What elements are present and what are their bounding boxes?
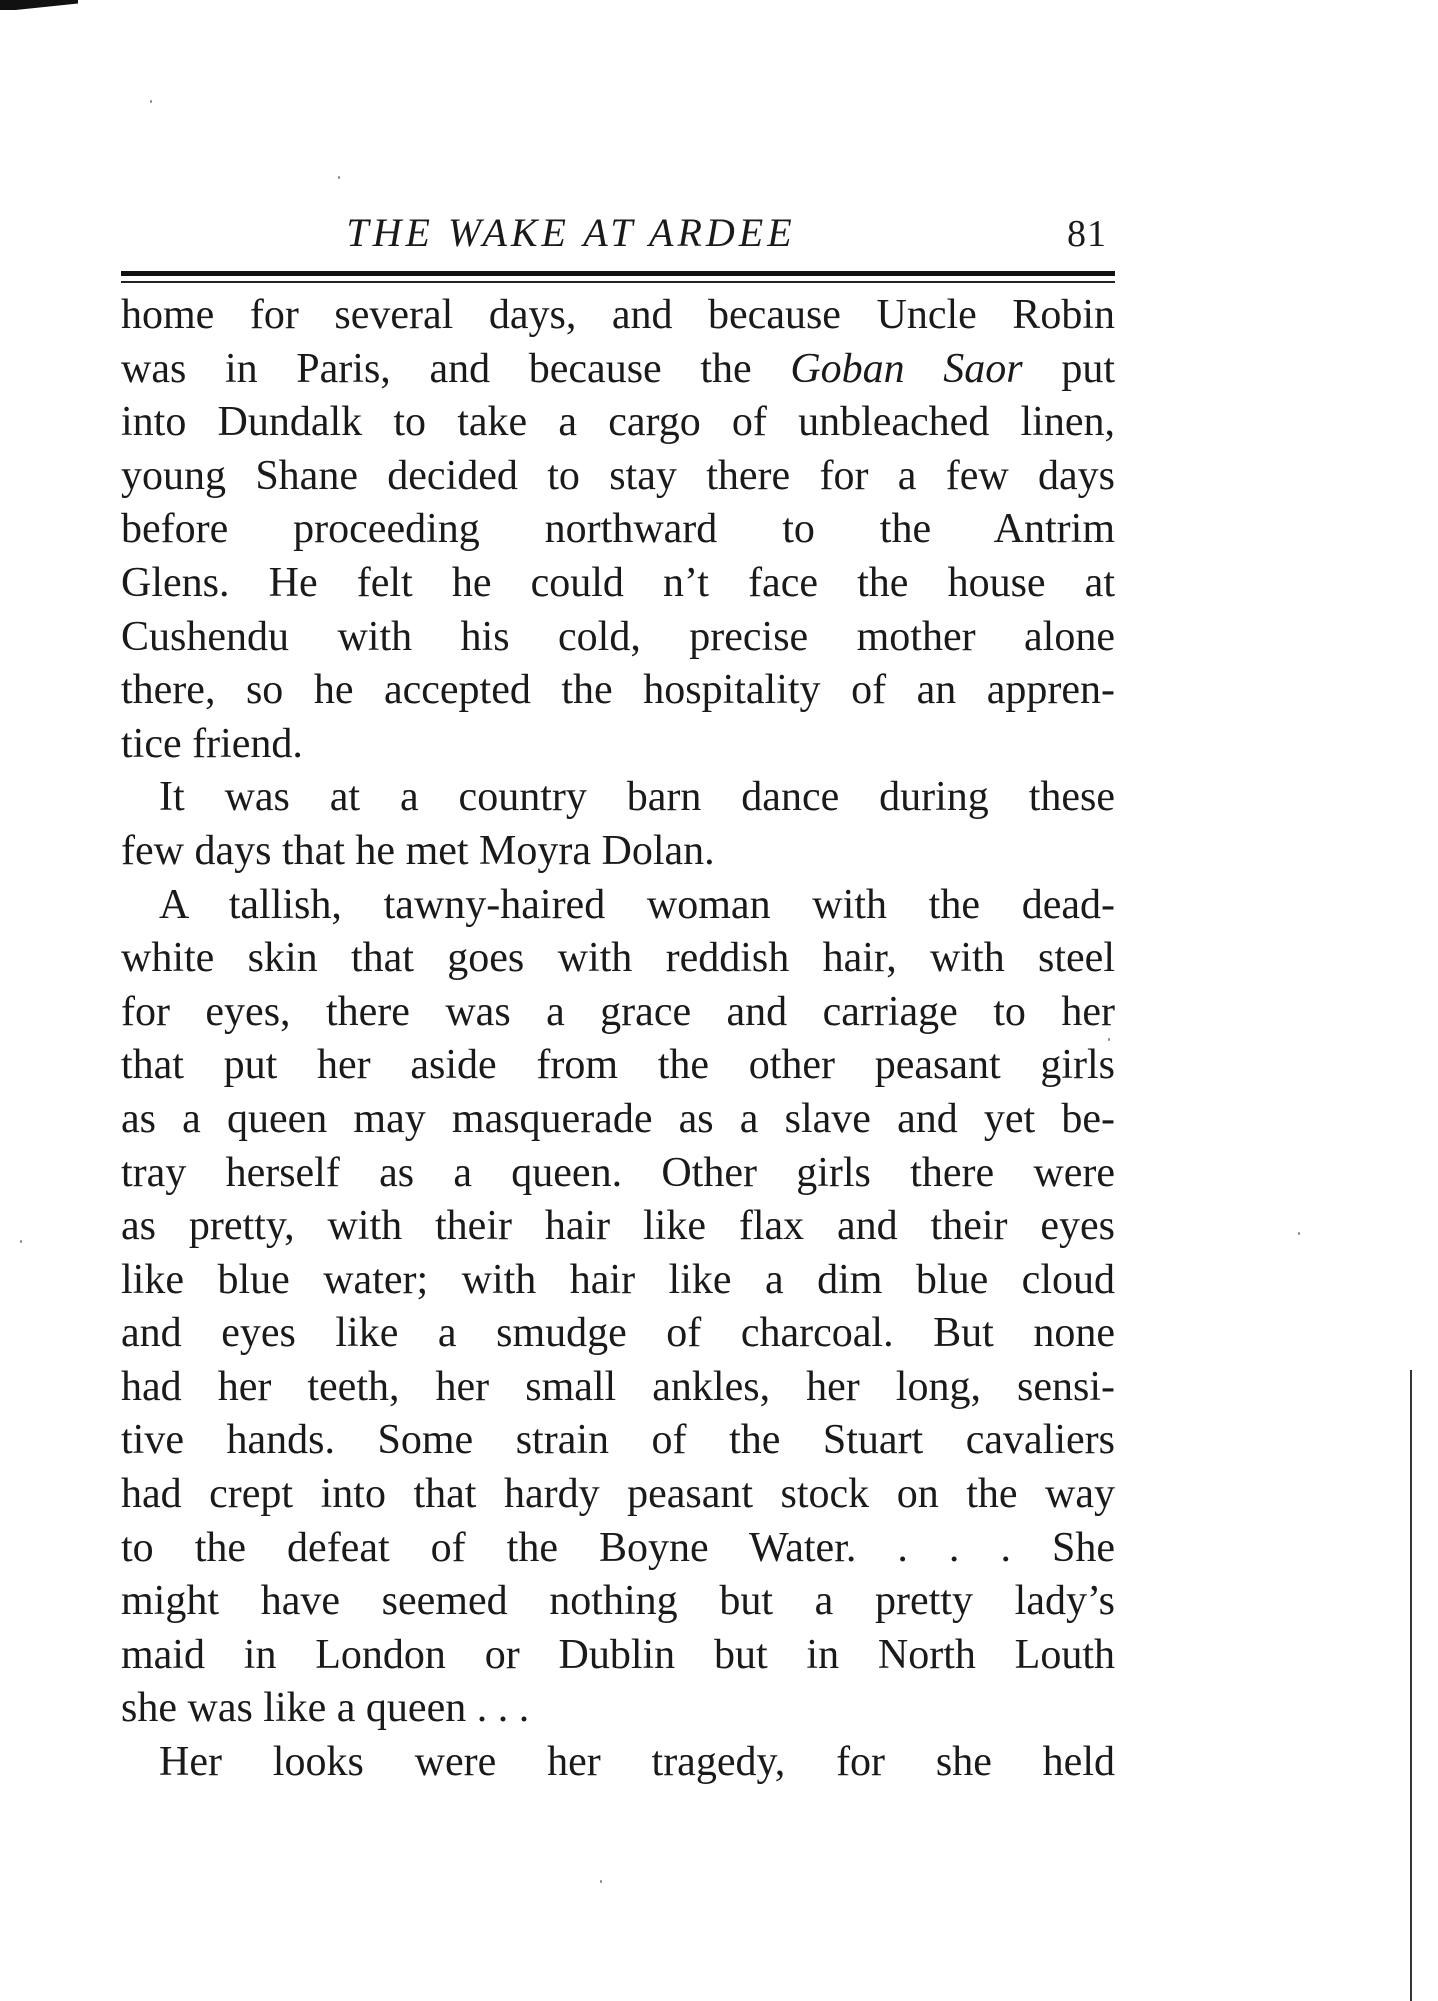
- scan-corner-mark: [0, 0, 78, 10]
- header-rule-thin: [121, 281, 1115, 283]
- text-line: home for several days, and because Uncle Robin: [121, 292, 1115, 338]
- header-rule-thick: [121, 271, 1115, 276]
- text-line: before proceeding northward to the Antrim: [121, 506, 1115, 553]
- text-line: white skin that goes with reddish hair, with steel: [121, 935, 1115, 982]
- text-line: there, so he accepted the hospitality of an appren-: [121, 667, 1115, 714]
- scan-speck: [150, 100, 152, 103]
- text-line: like blue water; with hair like a dim blue cloud: [121, 1256, 1115, 1303]
- text-line: as a queen may masquerade as a slave and yet be-: [121, 1095, 1115, 1142]
- text-line: that put her aside from the other peasant girls: [121, 1042, 1115, 1089]
- text-line: tive hands. Some strain of the Stuart cavaliers: [121, 1417, 1115, 1464]
- text-line: might have seemed nothing but a pretty lady’s: [121, 1578, 1115, 1625]
- text-line: A tallish, tawny-haired woman with the dead-: [159, 881, 1115, 928]
- text-line: and eyes like a smudge of charcoal. But none: [121, 1310, 1115, 1357]
- ship-name-italic: Goban Saor: [790, 345, 1023, 392]
- scan-speck: [1298, 1232, 1300, 1235]
- scan-speck: [338, 176, 340, 179]
- body-text: [121, 289, 1115, 1790]
- text-line: had crept into that hardy peasant stock on the way: [121, 1471, 1115, 1518]
- book-page: [121, 205, 1115, 1790]
- text-line: Her looks were her tragedy, for she held: [159, 1739, 1115, 1786]
- text-segment: put: [1022, 345, 1115, 392]
- text-line: to the defeat of the Boyne Water. . . . She: [121, 1524, 1115, 1571]
- scan-speck: [600, 1880, 602, 1883]
- text-line: Cushendu with his cold, precise mother alone: [121, 613, 1115, 660]
- text-line: had her teeth, her small ankles, her long, sensi-: [121, 1363, 1115, 1410]
- text-line: tice friend.: [121, 720, 303, 767]
- text-line: few days that he met Moyra Dolan.: [121, 827, 715, 874]
- scan-speck: [20, 1240, 22, 1243]
- text-line: It was at a country barn dance during these: [159, 774, 1115, 821]
- text-line: [121, 343, 1115, 397]
- text-line: Glens. He felt he could n’t face the house at: [121, 559, 1115, 606]
- text-line: young Shane decided to stay there for a few days: [121, 452, 1115, 499]
- text-segment: was in Paris, and because the: [121, 345, 791, 392]
- text-line: for eyes, there was a grace and carriage to her: [121, 988, 1115, 1035]
- text-line: into Dundalk to take a cargo of unbleached linen,: [121, 399, 1115, 446]
- text-line: as pretty, with their hair like flax and their eyes: [121, 1203, 1115, 1250]
- text-line: maid in London or Dublin but in North Louth: [121, 1631, 1115, 1678]
- scan-edge-line: [1410, 1370, 1412, 2001]
- running-head: [121, 205, 1115, 265]
- text-line: she was like a queen . . .: [121, 1685, 530, 1732]
- text-line: tray herself as a queen. Other girls there were: [121, 1149, 1115, 1196]
- page-number: 81: [1067, 213, 1107, 255]
- running-title: THE WAKE AT ARDEE: [346, 210, 796, 255]
